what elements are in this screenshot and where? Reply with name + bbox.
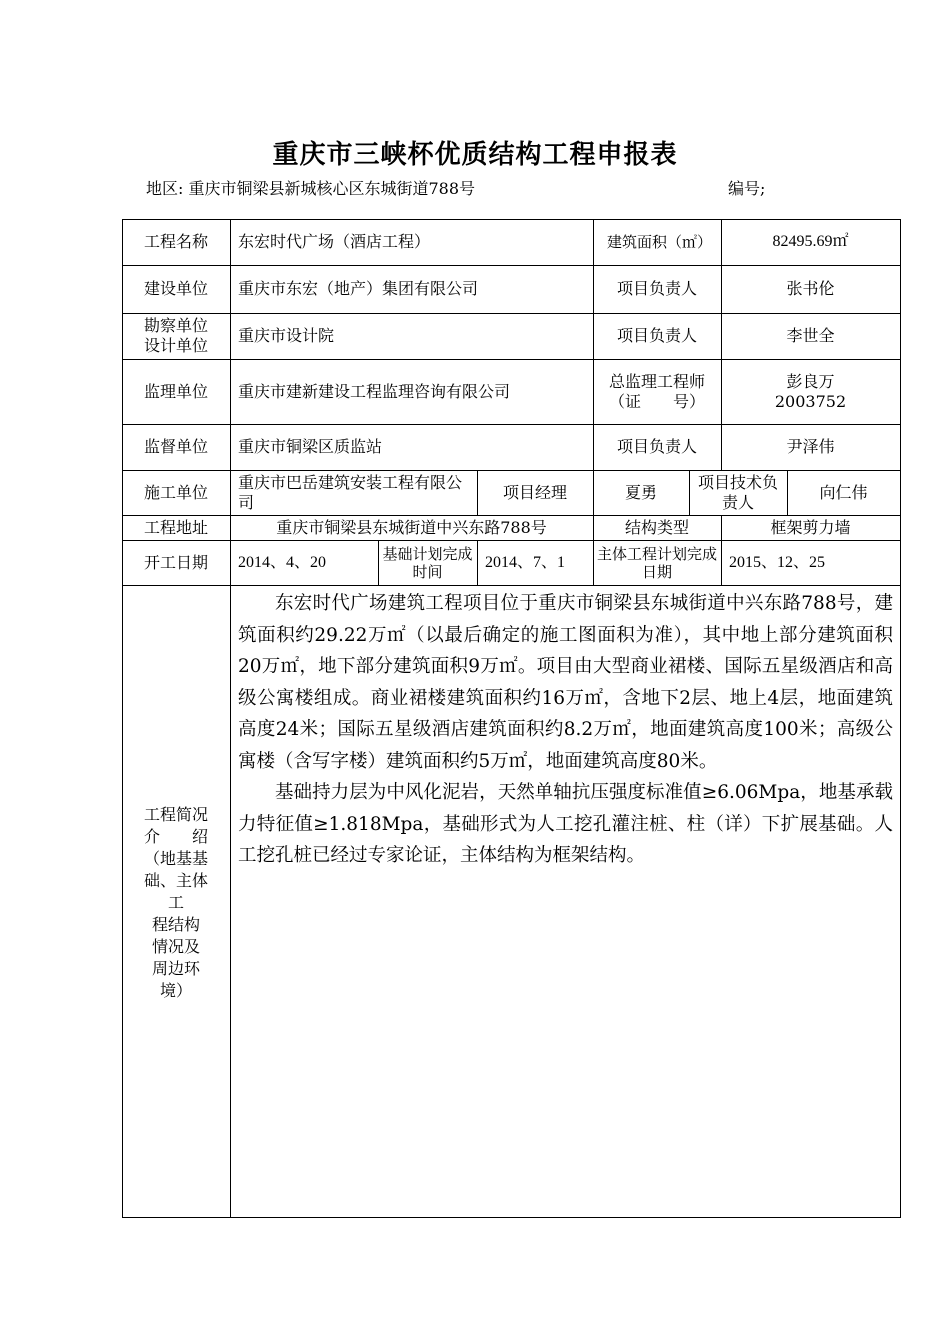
description-paragraph-1: 东宏时代广场建筑工程项目位于重庆市铜梁县东城街道中兴东路788号，建筑面积约29.22万㎡（以最后确定的施工图面积为准），其中地上部分建筑面积20万㎡，地下部分建筑面积9万㎡。项目由大型商业裙楼、国际五星级酒店和高级公寓楼组成。商业裙楼建筑面积约16万㎡，含地下2层、地上4层，地面建筑高度24米；国际五星级酒店建筑面积约8.2万㎡，地面建筑高度100米；高级公寓楼（含写字楼）建筑面积约5万㎡，地面建筑高度80米。 bbox=[238, 593, 893, 772]
foundation-date-label: 基础计划完成时间 bbox=[382, 544, 473, 581]
project-name-value: 东宏时代广场（酒店工程） bbox=[238, 232, 431, 251]
serial-number: 编号; bbox=[728, 179, 766, 198]
chief-supervisor-value: 彭良万 2003752 bbox=[774, 371, 847, 411]
oversight-label: 监督单位 bbox=[143, 437, 208, 456]
supervision-value: 重庆市建新建设工程监理咨询有限公司 bbox=[238, 381, 511, 401]
main-date-value: 2015、12、25 bbox=[729, 553, 826, 571]
survey-label: 勘察单位 设计单位 bbox=[143, 316, 208, 355]
survey-lead-value: 李世全 bbox=[786, 326, 835, 345]
start-date-label: 开工日期 bbox=[143, 552, 208, 572]
tech-lead-value: 向仁伟 bbox=[819, 482, 868, 502]
start-date-value: 2014、4、20 bbox=[238, 553, 327, 571]
area-label: 建筑面积（㎡） bbox=[607, 233, 713, 251]
address-label: 工程地址 bbox=[143, 517, 208, 537]
description-paragraph-2: 基础持力层为中风化泥岩，天然单轴抗压强度标准值≥6.06Mpa，地基承载力特征值≥1.818Mpa，基础形式为人工挖孔灌注桩、柱（详）下扩展基础。人工挖孔桩已经过专家论证，主体结构为框架结构。 bbox=[238, 782, 893, 866]
survey-value: 重庆市设计院 bbox=[238, 326, 335, 345]
structure-label: 结构类型 bbox=[624, 517, 689, 537]
builder-lead-value: 张书伦 bbox=[786, 279, 835, 298]
builder-label: 建设单位 bbox=[143, 279, 208, 298]
survey-lead-label: 项目负责人 bbox=[616, 326, 697, 345]
page-title: 重庆市三峡杯优质结构工程申报表 bbox=[272, 140, 678, 170]
intro-label: 工程简况 介 绍 （地基基 础、主体 工 程结构 情况及 周边环 境） bbox=[143, 805, 208, 1000]
structure-value: 框架剪力墙 bbox=[770, 517, 851, 537]
tech-lead-label: 项目技术负责人 bbox=[697, 472, 778, 512]
oversight-value: 重庆市铜梁区质监站 bbox=[238, 437, 383, 456]
supervision-label: 监理单位 bbox=[143, 381, 208, 401]
address-value: 重庆市铜梁县东城街道中兴东路788号 bbox=[276, 517, 547, 537]
pm-value: 夏勇 bbox=[624, 482, 657, 502]
pm-label: 项目经理 bbox=[502, 482, 567, 502]
area-value: 82495.69㎡ bbox=[772, 233, 849, 250]
oversight-lead-value: 尹泽伟 bbox=[786, 437, 835, 456]
foundation-date-value: 2014、7、1 bbox=[485, 553, 566, 571]
contractor-label: 施工单位 bbox=[143, 482, 208, 502]
chief-supervisor-label: 总监理工程师 （证 号） bbox=[608, 371, 705, 411]
project-name-label: 工程名称 bbox=[143, 232, 208, 251]
oversight-lead-label: 项目负责人 bbox=[616, 437, 697, 456]
builder-value: 重庆市东宏（地产）集团有限公司 bbox=[238, 279, 479, 298]
region-line: 地区: 重庆市铜梁县新城核心区东城街道788号 bbox=[146, 179, 476, 198]
builder-lead-label: 项目负责人 bbox=[616, 279, 697, 298]
main-date-label: 主体工程计划完成日期 bbox=[597, 544, 718, 581]
contractor-value: 重庆市巴岳建筑安装工程有限公司 bbox=[238, 472, 463, 512]
project-description bbox=[238, 588, 893, 872]
